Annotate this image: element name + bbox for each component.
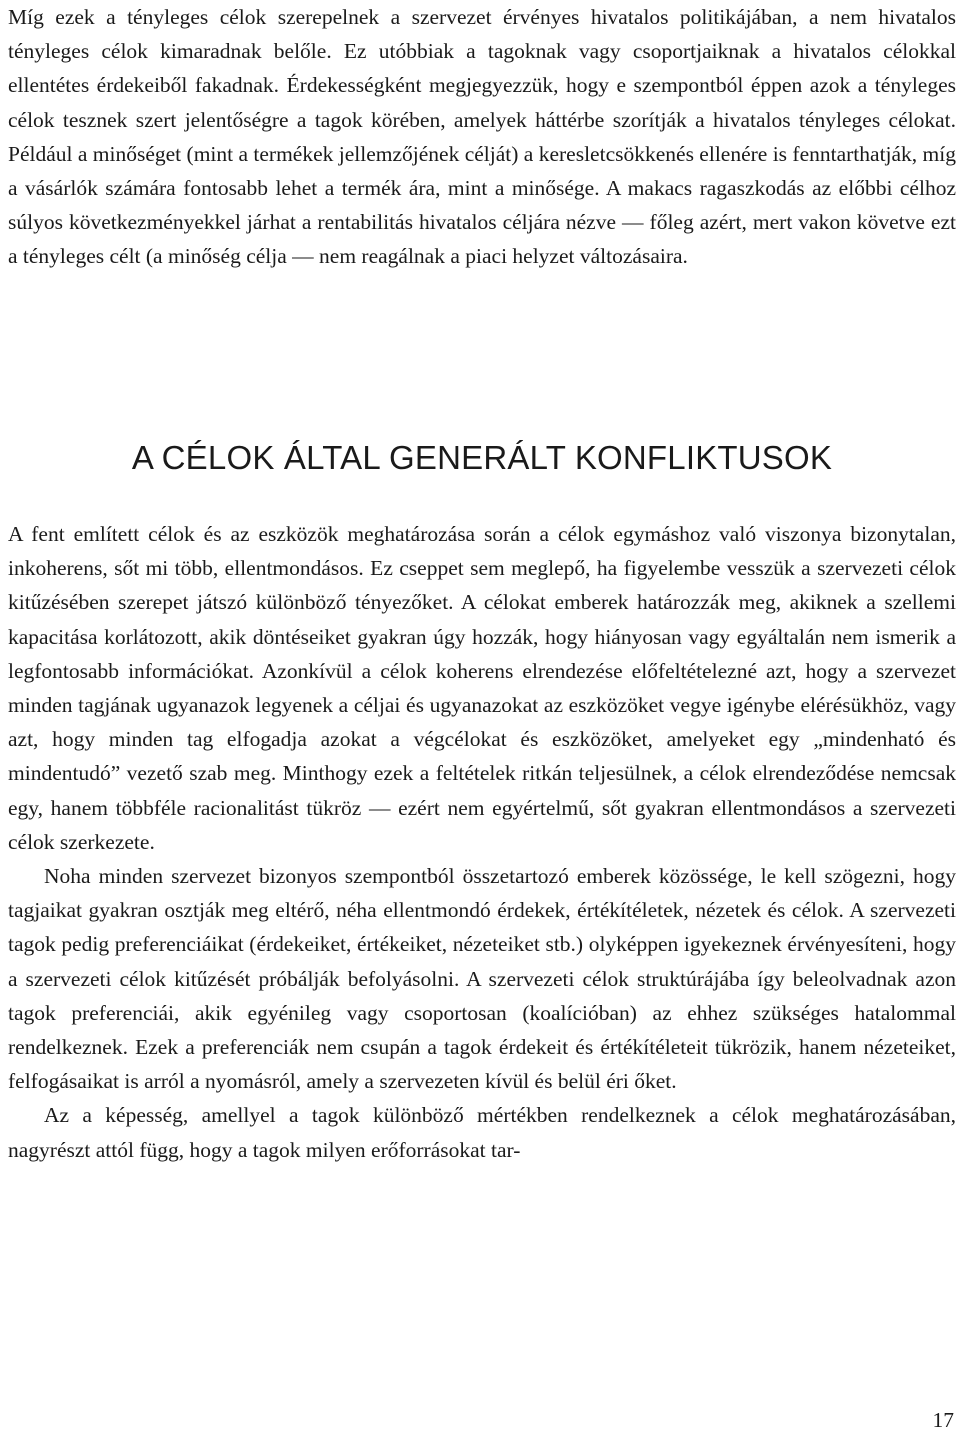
section-heading: A CÉLOK ÁLTAL GENERÁLT KONFLIKTUSOK [131,439,833,476]
intro-paragraph: Míg ezek a tényleges célok szerepelnek a szervezet érvényes hivatalos politikájában, a nem hivatalos tényleges célok kimaradnak belőle. Ez utóbbiak a tagoknak vagy csoportjaiknak a hivatalos célokkal ellentétes érdekeiből fakadnak. Érdekességként megjegyezzük, hogy e szempontból éppen azok a tényleges célok tesznek szert jelentőségre a tagok körében, amelyek háttérbe szorítják a hivatalos tényleges célokat. Például a minőséget (mint a termékek jellemzőjének célját) a keresletcsökkenés ellenére is fenntarthatják, míg a vásárlók számára fontosabb lehet a termék ára, mint a minősége. A makacs ragaszkodás az előbbi célhoz súlyos következményekkel járhat a rentabilitás hivatalos céljára nézve — főleg azért, mert vakon követve ezt a tényleges célt (a minőség célja — nem reagálnak a piaci helyzet változásaira. [8,5,957,269]
body-paragraph-1: A fent említett célok és az eszközök meghatározása során a célok egymáshoz való viszonya bizonytalan, inkoherens, sőt mi több, ellentmondásos. Ez cseppet sem meglepő, ha figyelembe vesszük a szervezeti célok kitűzésében szerepet játszó különböző tényezőket. A célokat emberek határozzák meg, akiknek a szellemi kapacitása korlátozott, akik döntéseiket gyakran úgy hozzák, hogy hiányosan vagy egyáltalán nem ismerik a legfontosabb információkat. Azonkívül a célok koherens elrendezése előfeltételezné azt, hogy a szervezet minden tagjának ugyanazok legyenek a céljai és ugyanazokat az eszközöket vegye igénybe elérésükhöz, vagy azt, hogy minden tag elfogadja azokat a végcélokat és eszközöket, amelyeket egy „mindenható és mindentudó” vezető szab meg. Minthogy ezek a feltételek ritkán teljesülnek, a célok elrendeződése nemcsak egy, hanem többféle racionalitást tükröz — ezért nem egyértelmű, sőt gyakran ellentmondásos a szervezeti célok szerkezete. [8,522,956,854]
body-paragraph-3: Az a képesség, amellyel a tagok különböző mértékben rendelkeznek a célok meghatározásában, nagyrészt attól függ, hogy a tagok milyen erőforrásokat tar- [8,1103,956,1162]
section-body [8,517,956,1167]
body-paragraph-2: Noha minden szervezet bizonyos szempontból összetartozó emberek közössége, le kell szögezni, hogy tagjaikat gyakran osztják meg eltérő, néha ellentmondó érdekek, értékítéletek, nézetek és célok. A szervezeti tagok pedig preferenciáikat (érdekeiket, értékeiket, nézeteiket stb.) olyképpen igyekeznek érvényesíteni, hogy a szervezeti célok kitűzését próbálják befolyásolni. A szervezeti célok struktúrájába így beleolvadnak azon tagok preferenciái, akik egyénileg vagy csoportosan (koalícióban) az ehhez szükséges hatalommal rendelkeznek. Ezek a preferenciák nem csupán a tagok érdekeit és értékítéleteit tükrözik, hanem nézeteiket, felfogásaikat is arról a nyomásról, amely a szervezeten kívül és belül éri őket. [8,864,956,1094]
page-number: 17 [932,1408,954,1432]
